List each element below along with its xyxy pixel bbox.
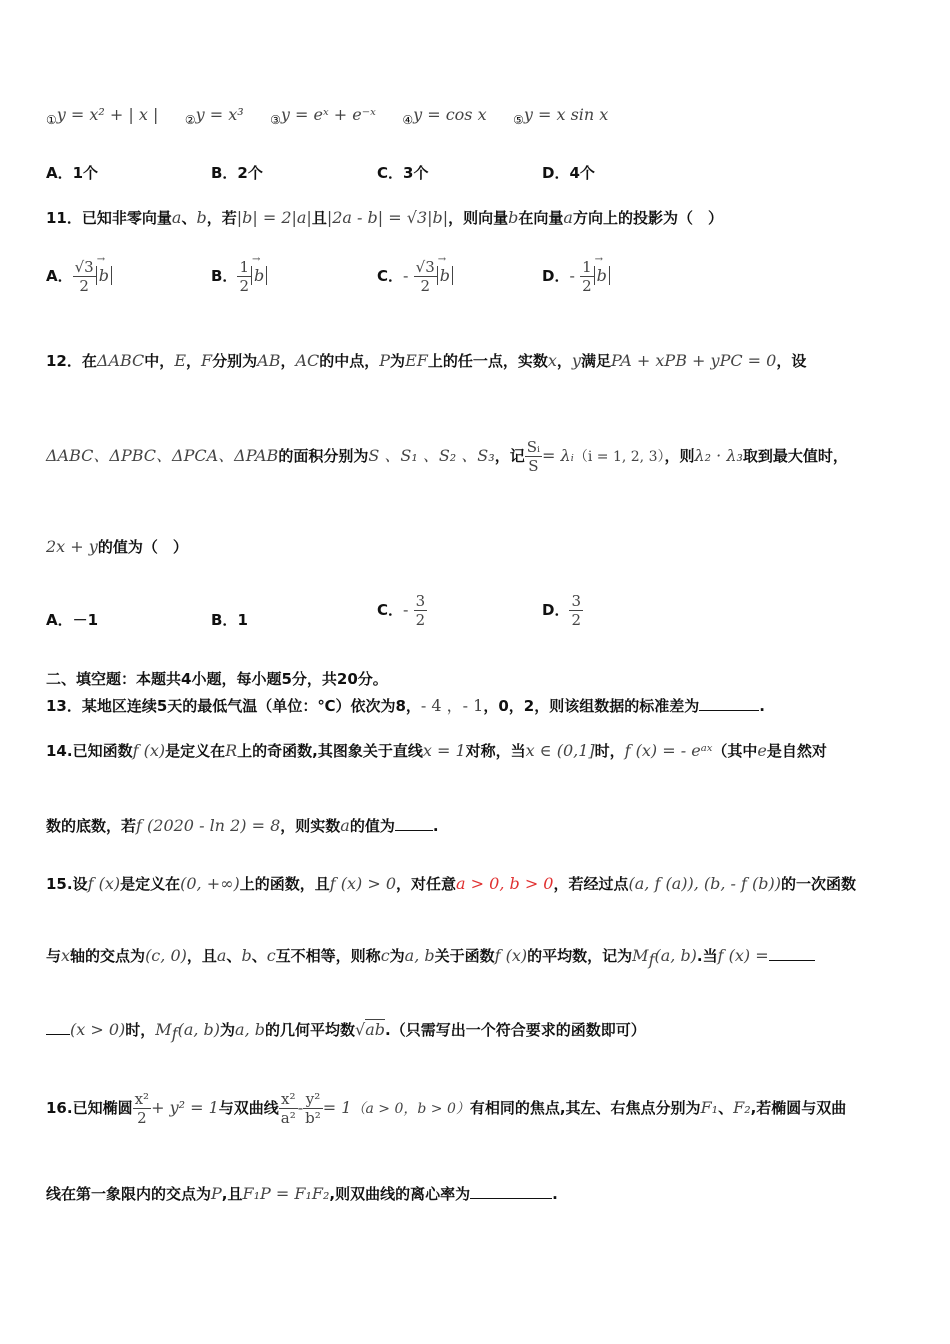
q15-stem-line1: 15.设f (x)是定义在(0, +∞)上的函数，且f (x) > 0，对任意a > 0, b > 0，若经过点(a, f (a)), (b, - f (b))的一次函数 [46, 874, 857, 893]
q11-option-b: B． $\frac{1}{2}$ → b [211, 258, 267, 295]
q11-option-d: D．- $\frac{1}{2}$ → b [542, 258, 610, 295]
q12-stem-line3: 2x + y的值为（ ） [46, 537, 188, 556]
q13-answer-blank[interactable] [699, 710, 759, 711]
q16-stem-line1: 16.已知椭圆 $\frac{\text{x²}}{2}$ + y² = 1与双曲线 $\frac{\text{x²}}{\text{a²}}$ - $\frac{\text{y²}}{\text{b²}}$ = 1（a > 0，b > 0）有相同的焦点,其左、右焦点分别为F₁、F₂,若椭圆与双曲 [46, 1090, 847, 1127]
q14-answer-blank[interactable] [395, 830, 433, 831]
q11-option-a: A． $\frac{√3}{2}$ → b [46, 258, 112, 295]
q14-stem-line2: 数的底数，若f (2020 - ln 2) = 8，则实数a的值为 . [46, 816, 439, 835]
q10-func-5: $_⑤$y = x sin x [513, 105, 609, 127]
q14-stem-line1: 14.已知函数f (x)是定义在R上的奇函数,其图象关于直线x = 1对称，当x ∈ (0,1]时，f (x) = - eᵃˣ（其中e是自然对 [46, 741, 827, 760]
q15-answer-blank-2[interactable] [46, 1034, 70, 1035]
q10-functions [46, 105, 910, 127]
q10-func-4: $_④$y = cos x [402, 105, 487, 127]
q13-stem: 13．某地区连续5天的最低气温（单位：℃）依次为8，- 4 ，- 1，0，2，则该组数据的标准差为 . [46, 696, 765, 715]
q12-stem-line2: ΔABC、ΔPBC、ΔPCA、ΔPAB的面积分别为S 、S₁ 、S₂ 、S₃，记 $\frac{\text{Sᵢ}}{S}$ = λᵢ（i = 1, 2, 3），则λ₂ · λ₃取到最大值时， [46, 438, 848, 475]
q11-option-c: C．- $\frac{√3}{2}$ → b [377, 258, 453, 295]
q10-func-3: $_③$y = eˣ + e⁻ˣ [270, 105, 376, 127]
q15-stem-line3: (x > 0)时，$M_f(a$, b)为a, b的几何平均数√ab.（只需写出一个符合要求的函数即可） [46, 1019, 910, 1043]
q16-answer-blank[interactable] [470, 1198, 552, 1199]
q12-option-d: D． $\frac{3}{2}$ [542, 592, 581, 629]
q10-option-d: D．4个 [542, 164, 595, 182]
q10-option-c: C．3个 [377, 164, 429, 182]
q11-stem: 11．已知非零向量a、b，若|b| = 2|a|且|2a - b| = √3|b|，则向量b在向量a方向上的投影为（ ） [46, 208, 723, 227]
q15-answer-blank-1[interactable] [769, 960, 815, 961]
q10-option-b: B．2个 [211, 164, 263, 182]
q12-stem-line1: 12．在ΔABC中，E，F分别为AB，AC的中点，P为EF上的任一点，实数x，y满足PA + xPB + yPC = 0，设 [46, 351, 807, 370]
q15-stem-line2: 与x轴的交点为(c, 0)，且a、b、c互不相等，则称c为a, b关于函数f (x)的平均数，记为$M_f(a$, b).当f (x) = [46, 945, 910, 969]
q12-option-b: B．1 [211, 611, 248, 629]
section-2-heading: 二、填空题：本题共4小题，每小题5分，共20分。 [46, 670, 388, 688]
q12-option-c: C．- $\frac{3}{2}$ [377, 592, 426, 629]
q16-stem-line2: 线在第一象限内的交点为P,且F₁P = F₁F₂,则双曲线的离心率为 . [46, 1184, 558, 1203]
q10-func-1: $_①$y = x² + | x | [46, 105, 159, 127]
q12-option-a: A．－1 [46, 611, 99, 629]
q10-func-2: $_②$y = x³ [184, 105, 244, 127]
q10-option-a: A．1个 [46, 164, 99, 182]
